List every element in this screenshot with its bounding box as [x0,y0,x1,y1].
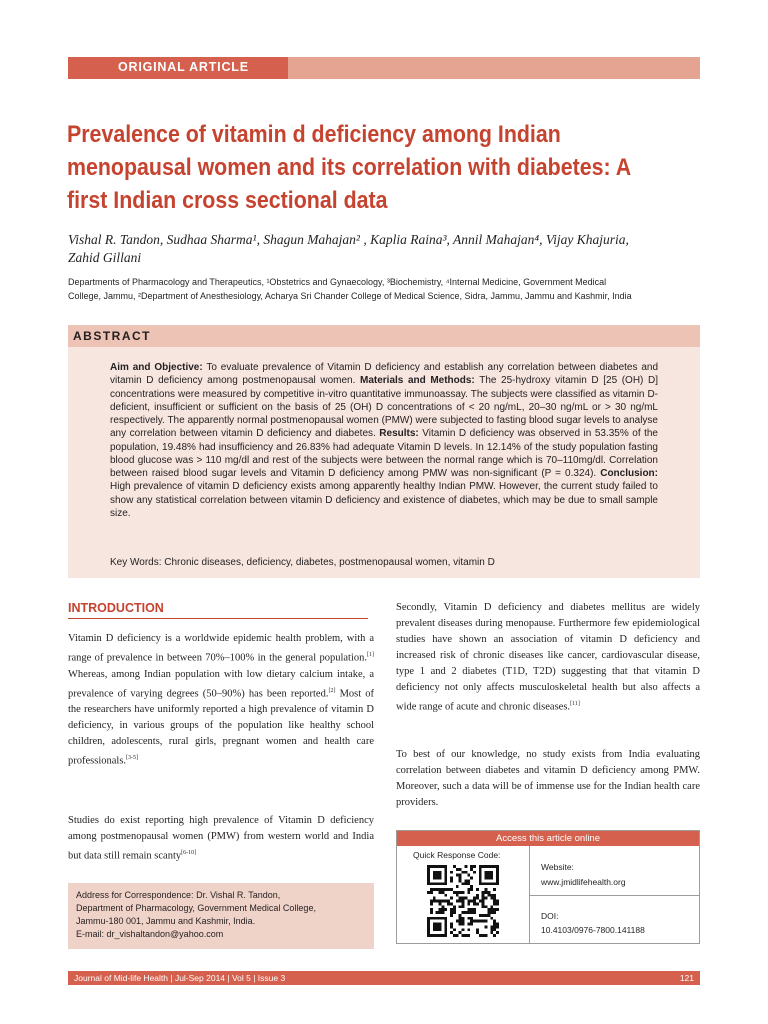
correspondence-line: Department of Pharmacology, Government Medical College, [76,903,316,913]
intro-text: Secondly, Vitamin D deficiency and diabetes mellitus are widely prevalent diseases during menopause. Furthermore few epidemiological studies have shown an association of vitamin D deficiency and increased risk of chronic diseases like cancer, cardiovascular disease, type 1 and 2 diabetes (T1D, T2D) suggesting that that vitamin D deficiency not only affects musculoskeletal health but also affects a wide range of acute and chronic diseases. [396,602,700,713]
qr-code-icon[interactable] [427,865,499,937]
correspondence-line: Address for Correspondence: Dr. Vishal R. Tandon, [76,890,281,900]
citation-ref[interactable]: [2] [328,687,336,694]
correspondence-line: Jammu-180 001, Jammu and Kashmir, India. [76,916,256,926]
intro-text: Studies do exist reporting high prevalence of Vitamin D deficiency among postmenopausal women (PMW) from western world and India but data still remain scanty [68,815,374,862]
introduction-heading: INTRODUCTION [68,601,164,615]
results-text: Vitamin D deficiency was observed in 53.35% of the population, 19.48% had insufficiency and 26.83% had adequate Vitamin D levels. In 12.14% of the study population fasting blood glucose was > 110 mg/dl and rest of the subjects were between the normal range which is 70–110mg/dl. Correlation between raised blood sugar levels and Vitamin D deficiency among PMW was non-significant (P = 0.324). [110,428,658,479]
affiliation-line: College, Jammu, ²Department of Anesthesiology, Acharya Sri Chander College of Medical Science, Sidra, Jammu, Jammu and Kashmir, India [68,291,632,301]
results-label: Results: [379,428,419,440]
intro-text: Vitamin D deficiency is a worldwide epidemic health problem, with a range of prevalence in between 70%–100% in the general population. [68,633,374,664]
intro-text: Whereas, among Indian population with low dietary calcium intake, a prevalence of varying degrees (50–90%) has been reported. [68,668,374,699]
intro-text: Most of the researchers have uniformly reported a high prevalence of vitamin D deficiency, in various groups of the population like healthy school children, adolescents, rural girls, pregnant women and health care professionals. [68,688,375,767]
affiliations [68,275,708,303]
citation-ref[interactable]: [11] [570,701,580,707]
correspondence-email[interactable]: E-mail: dr_vishaltandon@yahoo.com [76,929,224,939]
citation-ref[interactable]: [6-10] [181,850,197,856]
qr-label: Quick Response Code: [413,850,501,860]
page-number: 121 [679,973,694,983]
key-words: Key Words: Chronic diseases, deficiency, diabetes, postmenopausal women, vitamin D [110,557,495,568]
website-link[interactable]: www.jmidlifehealth.org [541,877,626,887]
title-line: menopausal women and its correlation with diabetes: A [67,154,632,181]
title-line: Prevalence of vitamin d deficiency among Indian [67,121,561,148]
intro-paragraph-4: To best of our knowledge, no study exists from India evaluating correlation between diabetes and vitamin D deficiency among PMW. Moreover, such a data will be of immense use for the Indian health care providers. [396,749,700,808]
authors-line: Vishal R. Tandon, Sudhaa Sharma¹, Shagun Mahajan² , Kaplia Raina³, Annil Mahajan⁴, Vijay Khajuria, [68,232,629,247]
journal-citation: Journal of Mid-life Health | Jul-Sep 2014 | Vol 5 | Issue 3 [74,973,286,983]
access-heading: Access this article online [397,831,699,846]
intro-paragraph-1 [68,631,374,770]
intro-paragraph-3 [396,600,700,716]
aim-label: Aim and Objective: [110,362,203,373]
access-divider [529,895,699,896]
correspondence-text [76,889,370,941]
article-title [67,118,637,217]
affiliation-line: Departments of Pharmacology and Therapeutics, ¹Obstetrics and Gynaecology, ³Biochemistry, ⁴Internal Medicine, Government Medical [68,277,607,287]
abstract-body [110,361,658,520]
title-line: first Indian cross sectional data [67,187,388,214]
abstract-heading: ABSTRACT [73,329,151,343]
abstract-header-bar [68,325,700,347]
author-list [68,231,708,267]
authors-line: Zahid Gillani [68,250,142,265]
intro-paragraph-2 [68,813,374,865]
methods-text: The 25-hydroxy vitamin D [25 (OH) D] concentrations were measured by competitive in-vitro quantitative immunoassay. The subjects were classified as vitamin D-deficient, insufficient or sufficient on the basis of 25 (OH) D concentrations of < 20 ng/mL, 20–30 ng/mL or > 30 ng/mL respectively. The apparently normal postmenopausal women (PMW) were subjected to fasting blood sugar levels to analyse any correlation between vitamin D deficiency and diabetes. [110,375,658,440]
citation-ref[interactable]: [1] [367,652,374,658]
doi-label: DOI: [541,911,559,921]
doi-value[interactable]: 10.4103/0976-7800.141188 [541,925,645,935]
article-type-label: ORIGINAL ARTICLE [118,60,249,74]
section-rule [68,618,368,619]
conclusion-label: Conclusion: [600,468,658,479]
conclusion-text: High prevalence of vitamin D deficiency exists among apparently healthy Indian PMW. However, the current study failed to show any statistical correlation between vitamin D deficiency and existence of diabetes, which may be due to small sample size. [110,481,658,519]
website-label: Website: [541,862,574,872]
methods-label: Materials and Methods: [359,375,475,387]
citation-ref[interactable]: [3-5] [126,755,139,761]
aim-text: To evaluate prevalence of Vitamin D deficiency and establish any correlation between diabetes and vitamin D deficiency among postmenopausal women. [110,362,659,387]
